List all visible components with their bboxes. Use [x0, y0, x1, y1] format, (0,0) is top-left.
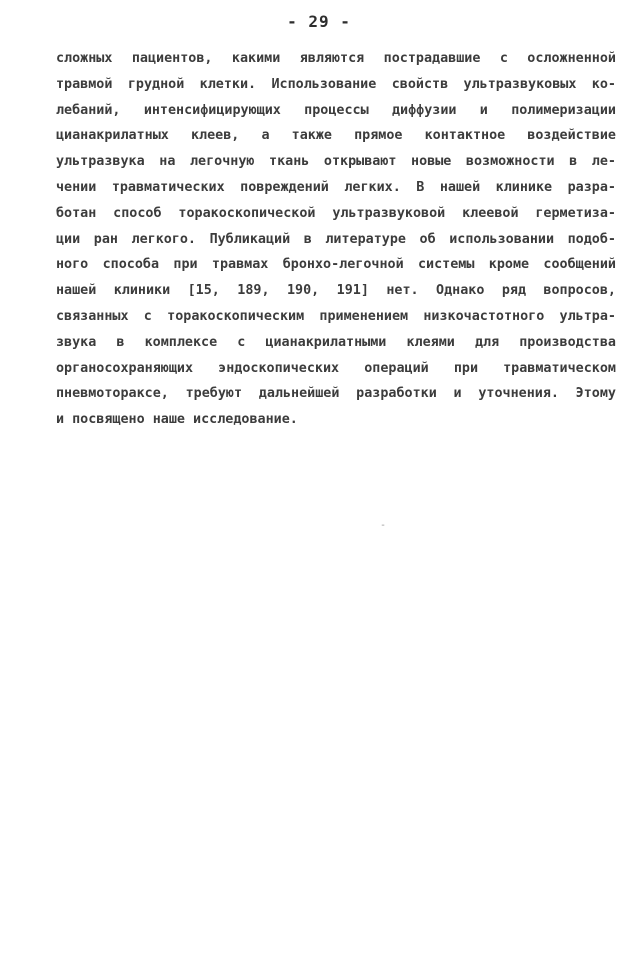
text-line: пневмотораксе, требуют дальнейшей разработки и уточнения. Этому [56, 386, 616, 402]
text-line: ции ран легкого. Публикаций в литературе об использовании подоб- [56, 231, 616, 247]
text-line: травмой грудной клетки. Использование свойств ультразвуковых ко- [56, 76, 616, 92]
text-line: связанных с торакоскопическим применением низкочастотного ультра- [56, 308, 616, 324]
page-number: - 29 - [287, 12, 351, 31]
text-line: цианакрилатных клеев, а также прямое контактное воздействие [56, 128, 616, 144]
body-paragraph [56, 46, 616, 433]
text-line: ного способа при травмах бронхо-легочной системы кроме сообщений [56, 257, 616, 273]
text-line: чении травматических повреждений легких. В нашей клинике разра- [56, 179, 616, 195]
text-line: нашей клиники [15, 189, 190, 191] нет. Однако ряд вопросов, [56, 283, 616, 299]
text-line: ботан способ торакоскопической ультразвуковой клеевой герметиза- [56, 205, 616, 221]
text-line: органосохраняющих эндоскопических операций при травматическом [56, 360, 616, 376]
stray-mark: - [380, 520, 387, 531]
text-line: сложных пациентов, какими являются пострадавшие с осложненной [56, 51, 616, 66]
text-line: звука в комплексе с цианакрилатными клеями для производства [56, 334, 616, 350]
text-line: ультразвука на легочную ткань открывают новые возможности в ле- [56, 154, 616, 170]
text-line: и посвящено наше исследование. [56, 412, 298, 428]
text-line: лебаний, интенсифицирующих процессы диффузии и полимеризации [56, 102, 616, 118]
